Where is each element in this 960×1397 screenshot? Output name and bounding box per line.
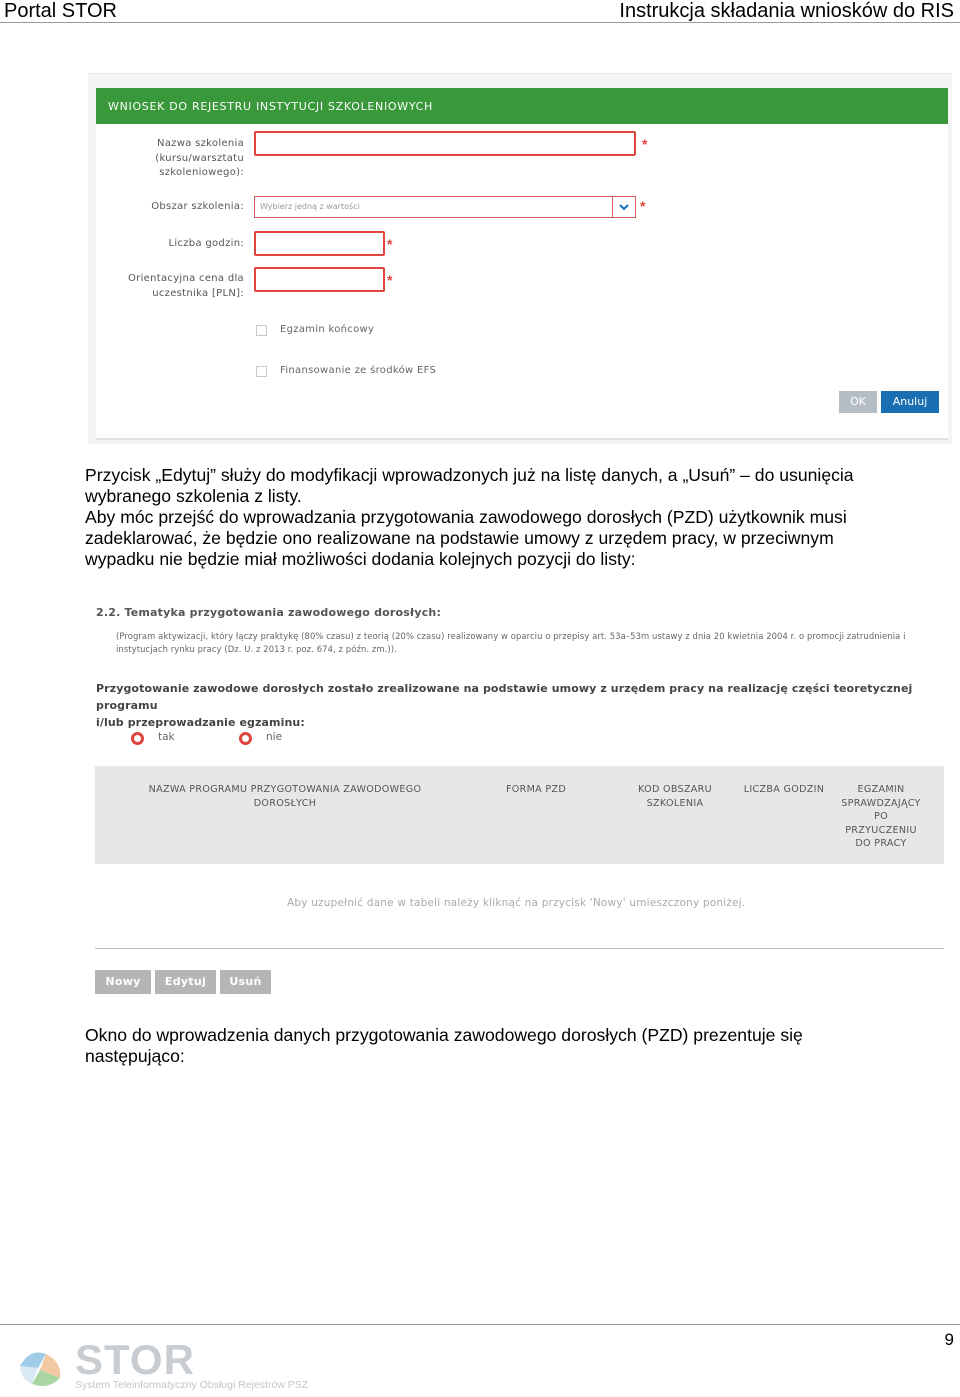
chevron-down-icon[interactable] [612,197,635,217]
dialog-bottom-border [96,438,948,440]
liczba-godzin-input[interactable] [254,231,385,256]
stor-logo-subtitle: System Teleinformatyczny Obsługi Rejestrów PSZ [75,1379,309,1391]
dialog-title: WNIOSEK DO REJESTRU INSTYTUCJI SZKOLENIOWYCH [96,88,948,124]
egzamin-checkbox-label: Egzamin końcowy [280,324,375,335]
required-mark: * [642,136,648,152]
col-egzamin[interactable]: EGZAMIN SPRAWDZAJĄCY PO PRZYUCZENIU DO PRACY [841,784,921,849]
liczba-godzin-label: Liczba godzin: [168,238,244,249]
paragraph-okno-pzd: Okno do wprowadzenia danych przygotowania zawodowego dorosłych (PZD) prezentuje się następująco: [85,1025,803,1066]
pzd-description: (Program aktywizacji, który łączy praktykę (80% czasu) z teorią (20% czasu) realizowany w oparciu o przepisy art. 53a–53m ustawy z dnia 20 kwietnia 2004 r. o promocji zatrudnienia i instytucjach rynku pracy (Dz. U. z 2013 r. poz. 674, z późn. zm.)). [116,631,906,654]
required-mark: * [387,272,393,288]
pzd-table-header [95,766,944,864]
egzamin-checkbox[interactable] [256,325,267,336]
select-placeholder: Wybierz jedną z wartości [260,202,360,211]
edytuj-button[interactable]: Edytuj [155,970,216,994]
col-liczba-godzin[interactable]: LICZBA GODZIN [743,784,825,795]
cena-input[interactable] [254,267,385,292]
page-number: 9 [944,1330,954,1349]
header-title-right: Instrukcja składania wniosków do RIS [619,0,954,22]
header-divider [0,22,960,23]
efs-checkbox-label: Finansowanie ze środków EFS [280,365,437,376]
obszar-szkolenia-select[interactable] [254,196,636,218]
radio-tak-label: tak [158,731,175,743]
radio-nie[interactable] [239,732,252,745]
cena-label: Orientacyjna cena dla uczestnika [PLN]: [128,273,244,299]
footer-divider [0,1324,960,1325]
anuluj-button[interactable]: Anuluj [881,391,939,413]
stor-logo-text: STOR [75,1336,195,1383]
col-forma-pzd[interactable]: FORMA PZD [505,784,567,795]
required-mark: * [640,198,646,214]
table-bottom-line [95,948,944,949]
pzd-section-heading: 2.2. Tematyka przygotowania zawodowego dorosłych: [96,606,442,619]
col-kod-obszaru[interactable]: KOD OBSZARU SZKOLENIA [638,784,712,809]
col-nazwa-programu[interactable]: NAZWA PROGRAMU PRZYGOTOWANIA ZAWODOWEGO DOROSŁYCH [148,784,422,809]
usun-button[interactable]: Usuń [220,970,271,994]
nazwa-szkolenia-input[interactable] [254,131,636,156]
paragraph-edytuj-usun: Przycisk „Edytuj” służy do modyfikacji wprowadzonych już na listę danych, a „Usuń” – do usunięcia wybranego szkolenia z listy. Aby móc przejść do wprowadzania przygotowania zawodowego dorosłych (PZD) użytkownik musi zadeklarować, że będzie ono realizowane na podstawie umowy z urzędem pracy, w przeciwnym wypadku nie będzie miał możliwości dodania kolejnych pozycji do listy: [85,465,854,569]
required-mark: * [387,236,393,252]
nazwa-szkolenia-label: Nazwa szkolenia (kursu/warsztatu szkoleniowego): [155,138,244,178]
form-dialog [96,88,948,440]
table-empty-message: Aby uzupełnić dane w tabeli należy kliknąć na przycisk 'Nowy' umieszczony poniżej. [287,897,746,909]
form-dialog-screenshot [88,73,952,444]
efs-checkbox[interactable] [256,366,267,377]
obszar-szkolenia-label: Obszar szkolenia: [151,201,244,212]
header-title-left: Portal STOR [4,0,117,22]
pzd-question: Przygotowanie zawodowe dorosłych zostało zrealizowane na podstawie umowy z urzędem pracy na realizację części teoretycznej programu i/lub przeprowadzanie egzaminu: [96,682,913,729]
ok-button[interactable]: OK [839,391,877,413]
nowy-button[interactable]: Nowy [95,970,151,994]
radio-tak[interactable] [131,732,144,745]
radio-nie-label: nie [266,731,283,743]
stor-logo-icon [16,1340,70,1392]
